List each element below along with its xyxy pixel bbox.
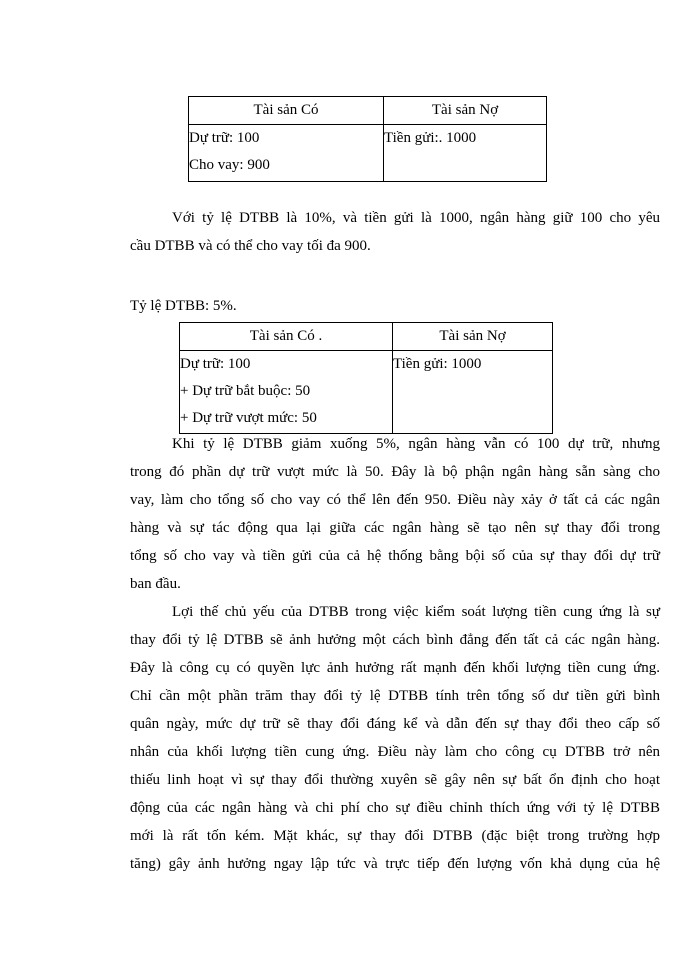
balance-sheet-table-2	[179, 322, 553, 434]
text-line: động của các ngân hàng và chi phí cho sự điều chỉnh thích ứng với tỷ lệ DTBB	[130, 800, 660, 816]
text-line: Khi tỷ lệ DTBB giảm xuống 5%, ngân hàng vẫn có 100 dự trữ, nhưng	[172, 436, 660, 452]
liabilities-header: Tài sản Nợ	[384, 97, 547, 125]
liability-item: Tiền gửi:. 1000	[384, 130, 477, 146]
asset-item: Dự trữ: 100	[180, 356, 251, 372]
paragraph-1	[130, 204, 660, 260]
text-line: Lợi thế chủ yếu của DTBB trong việc kiểm soát lượng tiền cung ứng là sự	[172, 604, 660, 620]
text-line: mới là rất tốn kém. Mặt khác, sự thay đổi DTBB (đặc biệt trong trường hợp	[130, 828, 660, 844]
text-line: tổng số cho vay và tiền gửi của cả hệ thống bằng bội số của sự thay đổi dự trữ	[130, 548, 660, 564]
asset-item: + Dự trữ vượt mức: 50	[180, 410, 317, 426]
text-line: Chỉ cần một phần trăm thay đổi tỷ lệ DTBB tính trên tổng số dư tiền gửi bình	[130, 688, 660, 704]
text-line: nhân của khối lượng tiền cung ứng. Điều này làm cho công cụ DTBB trở nên	[130, 744, 660, 760]
text-line: Đây là công cụ có quyền lực ảnh hưởng rất mạnh đến khối lượng tiền cung ứng.	[130, 660, 660, 676]
text-line: quân ngày, mức dự trữ sẽ thay đổi đáng kể và dẫn đến sự thay đổi theo cấp số	[130, 716, 660, 732]
assets-header: Tài sản Có	[189, 97, 384, 125]
assets-cell	[189, 125, 384, 182]
asset-item: + Dự trữ bắt buộc: 50	[180, 383, 311, 399]
text-line: ban đầu.	[130, 576, 181, 592]
asset-item: Dự trữ: 100	[189, 130, 260, 146]
text-line: vay, làm cho tổng số cho vay có thể lên đến 950. Điều này xảy ở tất cả các ngân	[130, 492, 660, 508]
text-line: tăng) gây ảnh hưởng ngay lập tức và trực tiếp đến lượng vốn khả dụng của hệ	[130, 856, 660, 872]
text-line: thiếu linh hoạt vì sự thay đổi thường xuyên sẽ gây nên sự bất ổn định cho hoạt	[130, 772, 660, 788]
paragraph-2	[130, 430, 660, 598]
balance-sheet-table-1	[188, 96, 547, 182]
asset-item: Cho vay: 900	[189, 157, 270, 173]
liabilities-cell	[384, 125, 547, 182]
assets-header: Tài sản Có .	[180, 323, 393, 351]
text-line: trong đó phần dự trữ vượt mức là 50. Đây là bộ phận ngân hàng sẵn sàng cho	[130, 464, 660, 480]
text-line: thay đổi tỷ lệ DTBB sẽ ảnh hưởng một cách bình đẳng đến tất cả các ngân hàng.	[130, 632, 660, 648]
paragraph-3	[130, 598, 660, 878]
reserve-rate-label: Tỷ lệ DTBB: 5%.	[130, 298, 237, 314]
text-line: cầu DTBB và có thể cho vay tối đa 900.	[130, 238, 371, 254]
text-line: Với tỷ lệ DTBB là 10%, và tiền gửi là 1000, ngân hàng giữ 100 cho yêu	[172, 210, 660, 226]
liabilities-header: Tài sản Nợ	[393, 323, 553, 351]
text-line: hàng và sự tác động qua lại giữa các ngân hàng sẽ tạo nên sự thay đổi trong	[130, 520, 660, 536]
assets-cell	[180, 351, 393, 434]
liabilities-cell	[393, 351, 553, 434]
liability-item: Tiền gửi: 1000	[393, 356, 482, 372]
